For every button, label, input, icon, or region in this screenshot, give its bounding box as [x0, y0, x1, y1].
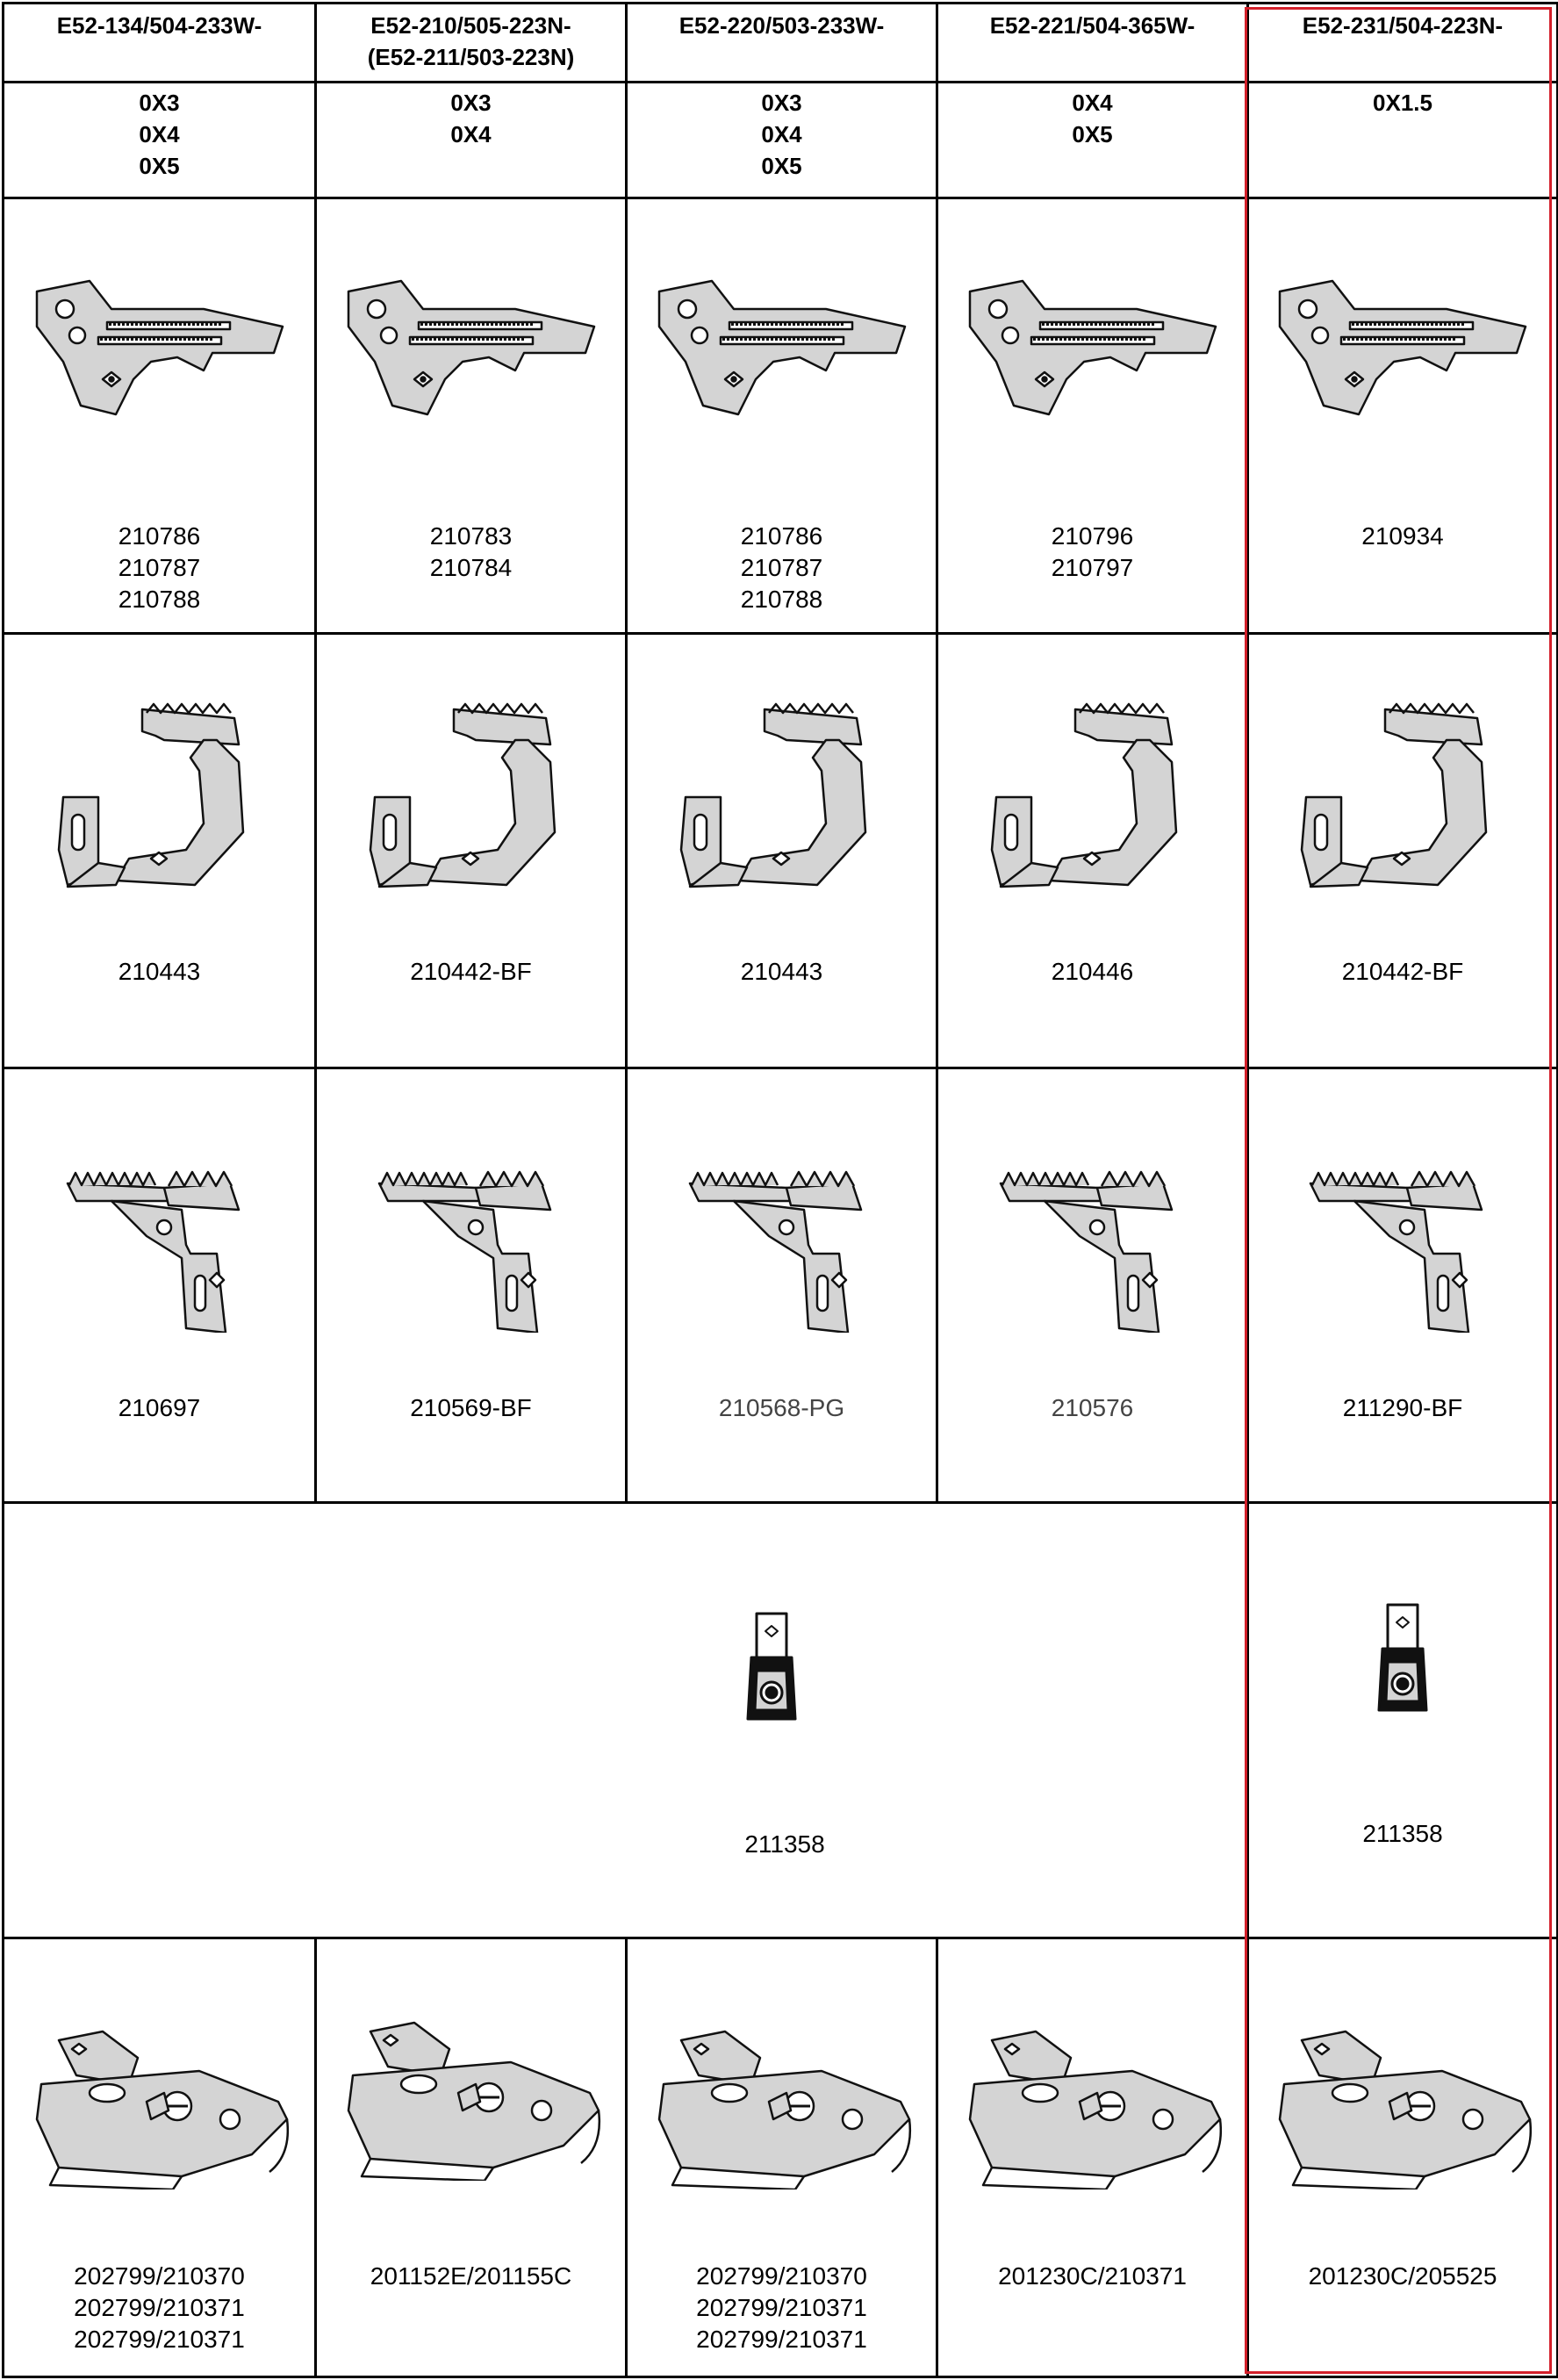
needle-plate-cell	[627, 198, 937, 633]
model-name: E52-210/505-223N-	[370, 12, 571, 39]
part-number: 210443	[118, 957, 201, 985]
model-header	[4, 4, 316, 83]
main-feed-dog-cell	[4, 633, 316, 1068]
parts-table	[2, 2, 1558, 2378]
needle-plate-image	[1271, 274, 1534, 423]
part-number: 202799/210371	[74, 2293, 245, 2321]
needle-plate-cell	[316, 198, 627, 633]
part-number: 210442-BF	[1341, 957, 1464, 985]
part-number: 210443	[740, 957, 823, 985]
main-feed-dog-image	[357, 701, 585, 902]
part-number: 211358	[744, 1830, 825, 1859]
chaining-tongue-shared-cell	[4, 1503, 1248, 1938]
size: 0X3	[761, 90, 802, 117]
chaining-tongue-image	[1372, 1600, 1433, 1723]
part-number: 202799/210371	[696, 2325, 867, 2353]
main-feed-dog-image	[668, 701, 896, 902]
model-header	[316, 4, 627, 83]
presser-foot-image	[646, 2023, 918, 2189]
needle-plate-row	[4, 198, 1558, 633]
presser-foot-cell	[316, 1938, 627, 2376]
size: 0X5	[139, 153, 180, 180]
main-feed-dog-row	[4, 633, 1558, 1068]
part-number: 210797	[1051, 554, 1134, 582]
needle-plate-image	[28, 274, 291, 423]
main-feed-dog-image	[1289, 701, 1517, 902]
sizes-row	[4, 83, 1558, 198]
differential-feed-dog-image	[1302, 1157, 1504, 1333]
model-header	[937, 4, 1248, 83]
needle-plate-cell	[937, 198, 1248, 633]
presser-foot-cell	[627, 1938, 937, 2376]
part-number: 210442-BF	[410, 957, 532, 985]
main-feed-dog-cell	[1248, 633, 1558, 1068]
part-number: 210788	[740, 586, 823, 614]
part-number: 210788	[118, 586, 201, 614]
model-name: E52-134/504-233W-	[56, 12, 262, 39]
part-number: 210697	[118, 1393, 201, 1421]
needle-plate-image	[650, 274, 914, 423]
main-feed-dog-image	[46, 701, 274, 902]
main-feed-dog-cell	[937, 633, 1248, 1068]
differential-feed-dog-image	[59, 1157, 261, 1333]
presser-foot-row	[4, 1938, 1558, 2376]
part-number: 202799/210371	[74, 2325, 245, 2353]
part-number: 202799/210371	[696, 2293, 867, 2321]
part-number: 210934	[1361, 522, 1444, 550]
needle-plate-image	[340, 274, 603, 423]
chaining-tongue-row	[4, 1503, 1558, 1938]
part-number: 210569-BF	[410, 1393, 532, 1421]
model-name: E52-221/504-365W-	[989, 12, 1195, 39]
presser-foot-image	[24, 2023, 296, 2189]
differential-feed-dog-cell	[627, 1068, 937, 1502]
main-feed-dog-image	[979, 701, 1207, 902]
sizes-cell	[4, 83, 316, 198]
part-number: 210786	[118, 522, 201, 550]
size: 0X5	[761, 153, 802, 180]
size: 0X4	[139, 121, 180, 148]
part-number: 210786	[740, 522, 823, 550]
differential-feed-dog-cell	[1248, 1068, 1558, 1502]
model-header	[1248, 4, 1558, 83]
size: 0X4	[450, 121, 492, 148]
size: 0X4	[1072, 90, 1113, 117]
differential-feed-dog-image	[992, 1157, 1194, 1333]
needle-plate-cell	[4, 198, 316, 633]
model-header-row	[4, 4, 1558, 83]
part-number: 202799/210370	[696, 2261, 867, 2290]
part-number: 210787	[118, 554, 201, 582]
part-number: 210783	[429, 522, 513, 550]
part-number: 201230C/210371	[998, 2261, 1187, 2290]
differential-feed-dog-cell	[4, 1068, 316, 1502]
chaining-tongue-image	[741, 1609, 802, 1732]
model-alt-name: (E52-211/503-223N)	[367, 44, 575, 70]
part-number: 201230C/205525	[1308, 2261, 1497, 2290]
size: 0X1.5	[1373, 90, 1432, 117]
sizes-cell	[316, 83, 627, 198]
presser-foot-cell	[4, 1938, 316, 2376]
sizes-cell	[627, 83, 937, 198]
presser-foot-image	[1267, 2023, 1539, 2189]
needle-plate-cell	[1248, 198, 1558, 633]
part-number: 211358	[1362, 1820, 1443, 1848]
size: 0X5	[1072, 121, 1113, 148]
main-feed-dog-cell	[627, 633, 937, 1068]
size: 0X3	[139, 90, 180, 117]
presser-foot-cell	[1248, 1938, 1558, 2376]
size: 0X4	[761, 121, 802, 148]
part-number: 211290-BF	[1342, 1393, 1463, 1421]
presser-foot-image	[957, 2023, 1229, 2189]
main-feed-dog-cell	[316, 633, 627, 1068]
size: 0X3	[450, 90, 492, 117]
differential-feed-dog-cell	[937, 1068, 1248, 1502]
model-name: E52-231/504-223N-	[1302, 12, 1504, 39]
part-number: 210576	[1051, 1393, 1134, 1421]
part-number: 210446	[1051, 957, 1134, 985]
part-number: 202799/210370	[74, 2261, 245, 2290]
part-number: 210787	[740, 554, 823, 582]
differential-feed-dog-cell	[316, 1068, 627, 1502]
differential-feed-dog-image	[370, 1157, 572, 1333]
part-number: 201152E/201155C	[370, 2261, 572, 2290]
part-number: 210784	[429, 554, 513, 582]
part-number: 210796	[1051, 522, 1134, 550]
differential-feed-dog-row	[4, 1068, 1558, 1502]
needle-plate-image	[961, 274, 1224, 423]
sizes-cell	[937, 83, 1248, 198]
sizes-cell	[1248, 83, 1558, 198]
model-header	[627, 4, 937, 83]
model-name: E52-220/503-233W-	[678, 12, 885, 39]
chaining-tongue-cell	[1248, 1503, 1558, 1938]
presser-foot-image	[335, 2014, 607, 2181]
part-number: 210568-PG	[718, 1393, 845, 1421]
presser-foot-cell	[937, 1938, 1248, 2376]
differential-feed-dog-image	[681, 1157, 883, 1333]
